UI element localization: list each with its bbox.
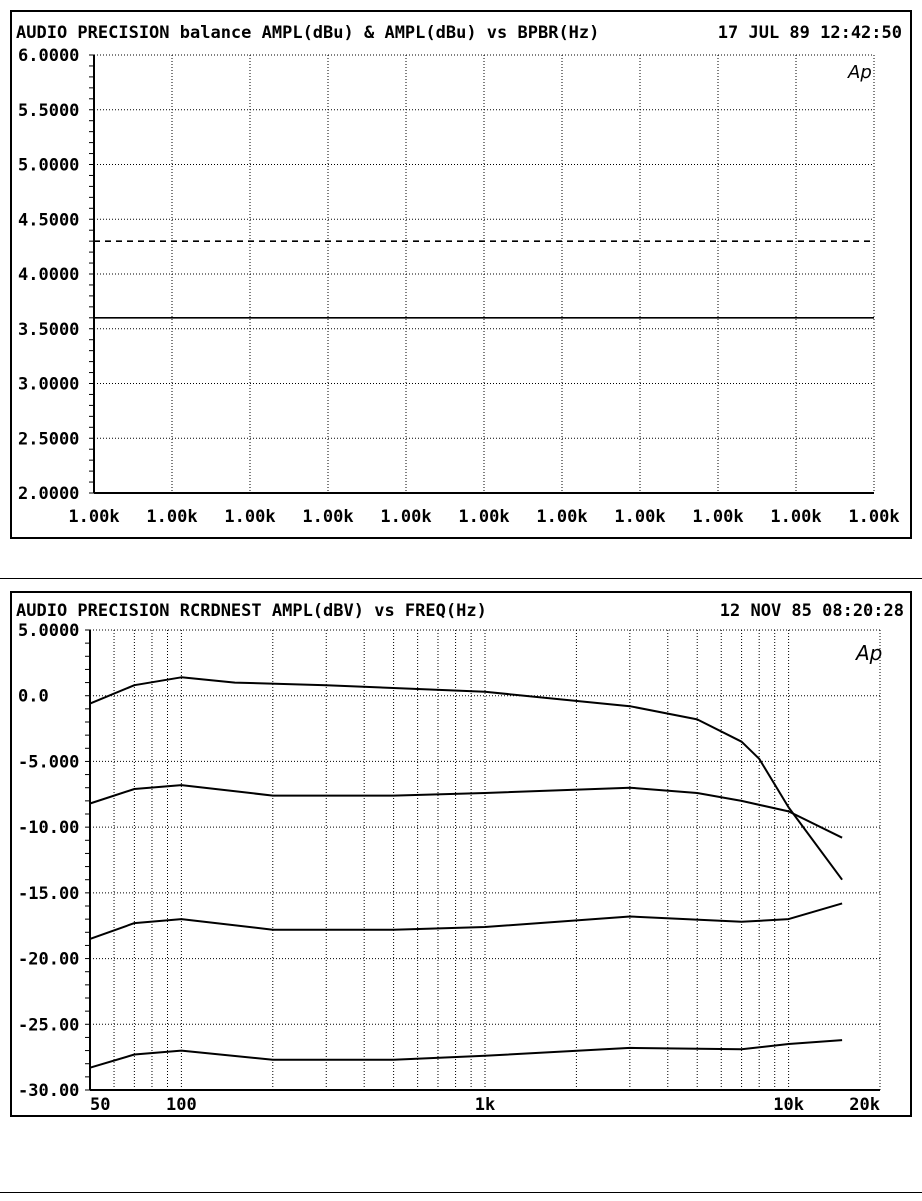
chart-2-y-tick-label: 5.0000: [18, 621, 80, 641]
chart-2-series-line-1: [90, 677, 842, 879]
chart-1-y-tick-label: 3.0000: [18, 374, 80, 395]
chart-1-x-tick-label: 1.00k: [380, 507, 432, 527]
chart-1-plot: [18, 46, 900, 527]
chart-2-series-line-2: [90, 785, 842, 838]
chart-2-series-line-3: [90, 903, 842, 939]
chart-2-y-tick-label: -15.00: [18, 883, 80, 904]
chart-2-x-tick-label: 10k: [773, 1095, 804, 1115]
chart-2-y-tick-label: 0.0: [18, 686, 49, 707]
chart-1-x-tick-label: 1.00k: [302, 507, 354, 527]
chart-1-x-tick-label: 1.00k: [692, 507, 744, 527]
chart-1-y-tick-label: 2.0000: [18, 484, 80, 504]
chart-1-logo: Ap: [848, 62, 872, 83]
chart-2-logo: Ap: [856, 641, 883, 665]
chart-1-timestamp: 17 JUL 89 12:42:50: [717, 23, 902, 43]
chart-1-x-tick-label: 1.00k: [458, 507, 510, 527]
chart-1-y-tick-label: 4.5000: [18, 210, 80, 231]
chart-1-y-tick-label: 5.5000: [18, 100, 80, 121]
chart-1-y-tick-label: 4.0000: [18, 265, 80, 285]
chart-2-y-tick-label: -10.00: [18, 818, 80, 839]
chart-2-title: AUDIO PRECISION RCRDNEST AMPL(dBV) vs FREQ(Hz): [16, 601, 487, 621]
chart-1-x-tick-label: 1.00k: [848, 507, 900, 527]
chart-1-y-tick-label: 2.5000: [18, 429, 80, 450]
chart-2-plot: [18, 621, 883, 1115]
chart-2-timestamp: 12 NOV 85 08:20:28: [719, 601, 904, 621]
chart-1-x-tick-label: 1.00k: [146, 507, 198, 527]
chart-1-x-tick-label: 1.00k: [68, 507, 120, 527]
chart-1-x-tick-label: 1.00k: [614, 507, 666, 527]
chart-1-x-tick-label: 1.00k: [536, 507, 588, 527]
chart-1-y-tick-label: 6.0000: [18, 46, 80, 66]
chart-1-x-tick-label: 1.00k: [224, 507, 276, 527]
chart-2-y-tick-label: -25.00: [18, 1015, 80, 1036]
chart-1-title: AUDIO PRECISION balance AMPL(dBu) & AMPL(dBu) vs BPBR(Hz): [16, 23, 600, 43]
chart-2-y-tick-label: -30.00: [18, 1081, 80, 1101]
chart-2-y-tick-label: -5.000: [18, 752, 80, 773]
chart-2-x-tick-label: 50: [90, 1095, 111, 1115]
chart-2-x-tick-label: 100: [166, 1095, 197, 1115]
chart-2-x-tick-label: 1k: [474, 1095, 496, 1115]
chart-2-x-tick-label: 20k: [849, 1095, 880, 1115]
chart-2-y-tick-label: -20.00: [18, 949, 80, 970]
chart-2-series-line-4: [90, 1040, 842, 1068]
chart-1-x-tick-label: 1.00k: [770, 507, 822, 527]
chart-1-y-tick-label: 3.5000: [18, 319, 80, 340]
chart-1-y-tick-label: 5.0000: [18, 155, 80, 176]
